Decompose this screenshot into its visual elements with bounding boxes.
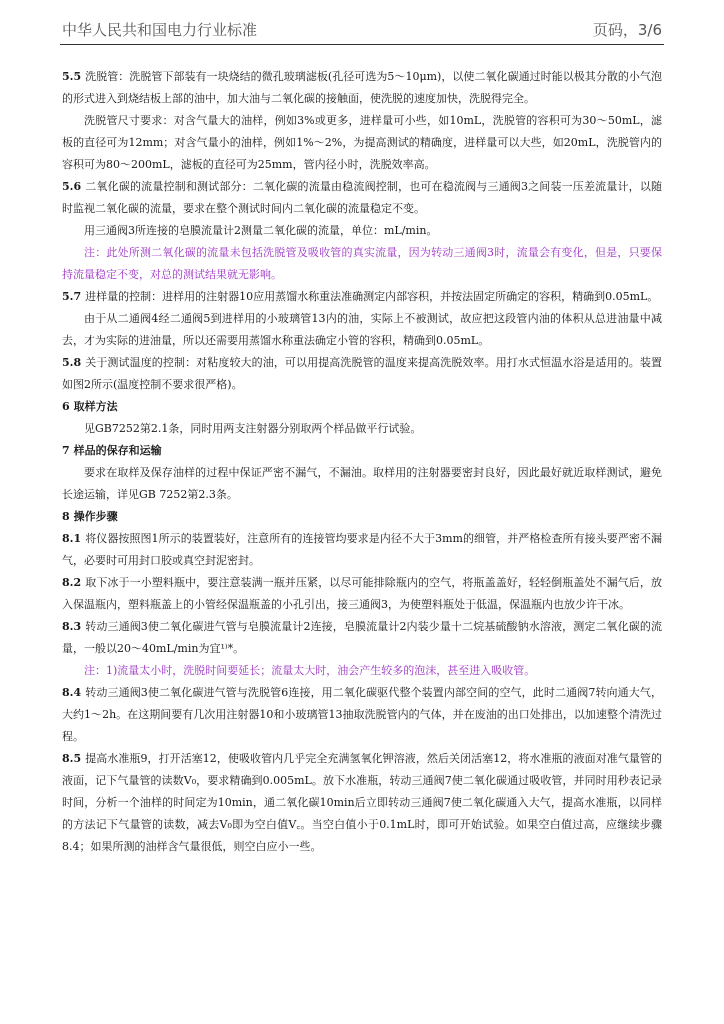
paragraph-text: 用三通阀3所连接的皂膜流量计2测量二氧化碳的流量，单位：mL/min。 bbox=[84, 224, 438, 237]
paragraph bbox=[62, 418, 662, 440]
clause-number: 6 bbox=[62, 400, 70, 413]
paragraph-text: 将仪器按照图1所示的装置装好，注意所有的连接管均要求是内径不大于3mm的细管，并严格检查所有接头要严密不漏气，必要时可用封口胶或真空封泥密封。 bbox=[62, 532, 662, 567]
clause-number: 8.4 bbox=[62, 686, 82, 699]
paragraph-text: 见GB7252第2.1条，同时用两支注射器分别取两个样品做平行试验。 bbox=[84, 422, 422, 435]
paragraph bbox=[62, 748, 662, 858]
paragraph bbox=[62, 352, 662, 396]
paragraph-text: 二氧化碳的流量控制和测试部分：二氧化碳的流量由稳流阀控制，也可在稳流阀与三通阀3之间装一压差流量计，以随时监视二氧化碳的流量，要求在整个测试时间内二氧化碳的流量稳定不变。 bbox=[62, 180, 662, 215]
page-number: 页码，3/6 bbox=[592, 20, 662, 39]
paragraph-text: 提高水准瓶9，打开活塞12，使吸收管内几乎完全充满氢氧化钾溶液，然后关闭活塞12，将水准瓶的液面对准气量管的液面，记下气量管的读数V₀，要求精确到0.005mL。放下水准瓶，转动三通阀7使二氧化碳通过吸收管，并同时用秒表记录时间，分析一个油样的时间定为10min，通二氧化碳10min后立即转动三通阀7使二氧化碳通入大气，提高水准瓶，以同样的方法记下气量管的读数，减去V₀即为空白值V꜀。当空白值小于0.1mL时，即可开始试验。如果空白值过高，应继续步骤8.4；如果所测的油样含气量很低，则空白应小一些。 bbox=[62, 752, 662, 853]
paragraph-text: 由于从二通阀4经二通阀5到进样用的小玻璃管13内的油，实际上不被测试，故应把这段管内油的体积从总进油量中减去，才为实际的进油量，所以还需要用蒸馏水称重法确定小管的容积，精确到0.05mL。 bbox=[62, 312, 662, 347]
paragraph bbox=[62, 528, 662, 572]
clause-number: 5.6 bbox=[62, 180, 82, 193]
paragraph-text: 转动三通阀3使二氧化碳进气管与洗脱管6连接，用二氧化碳驱代整个装置内部空间的空气，此时二通阀7转向通大气，大约1～2h。在这期间要有几次用注射器10和小玻璃管13抽取洗脱管内的气体，并在废油的出口处排出，以加速整个清洗过程。 bbox=[62, 686, 662, 743]
clause-number: 5.8 bbox=[62, 356, 82, 369]
paragraph-text: 操作步骤 bbox=[73, 510, 118, 523]
section-heading bbox=[62, 506, 662, 528]
clause-number: 8.3 bbox=[62, 620, 82, 633]
paragraph-text: 取下冰于一小塑料瓶中，要注意装满一瓶并压紧，以尽可能排除瓶内的空气，将瓶盖盖好，轻轻倒瓶盖处不漏气后，放入保温瓶内，塑料瓶盖上的小管经保温瓶盖的小孔引出，接三通阀3，为使塑料瓶处于低温，保温瓶内也放少许干冰。 bbox=[62, 576, 662, 611]
clause-number: 8.2 bbox=[62, 576, 82, 589]
note-paragraph bbox=[62, 660, 662, 682]
paragraph-text: 注：1)流量太小时，洗脱时间要延长；流量太大时，油会产生较多的泡沫，甚至进入吸收管。 bbox=[84, 664, 536, 677]
paragraph-text: 洗脱管：洗脱管下部装有一块烧结的微孔玻璃滤板(孔径可选为5～10μm)，以使二氧化碳通过时能以极其分散的小气泡的形式进入到烧结板上部的油中，加大油与二氧化碳的接触面，使洗脱的速度加快，洗脱得完全。 bbox=[62, 70, 662, 105]
paragraph-text: 注：此处所测二氧化碳的流量未包括洗脱管及吸收管的真实流量，因为转动三通阀3时，流量会有变化，但是，只要保持流量稳定不变，对总的测试结果就无影响。 bbox=[62, 246, 662, 281]
paragraph-text: 洗脱管尺寸要求：对含气量大的油样，例如3%或更多，进样量可小些，如10mL，洗脱管的容积可为30～50mL，滤板的直径可为12mm；对含气量小的油样，例如1%～2%，为提高测试的精确度，进样量可以大些，如20mL，洗脱管内的容积可为80～200mL，滤板的直径可为25mm，管内径小时，洗脱效率高。 bbox=[62, 114, 662, 171]
standard-title: 中华人民共和国电力行业标准 bbox=[62, 20, 258, 39]
clause-number: 8.1 bbox=[62, 532, 82, 545]
clause-number: 8 bbox=[62, 510, 70, 523]
note-paragraph bbox=[62, 242, 662, 286]
paragraph bbox=[62, 286, 662, 308]
header-rule bbox=[60, 44, 664, 45]
clause-number: 5.5 bbox=[62, 70, 82, 83]
paragraph bbox=[62, 308, 662, 352]
document-body bbox=[62, 66, 662, 858]
paragraph bbox=[62, 66, 662, 110]
paragraph bbox=[62, 572, 662, 616]
paragraph bbox=[62, 110, 662, 176]
paragraph bbox=[62, 462, 662, 506]
page-header bbox=[62, 18, 662, 40]
paragraph bbox=[62, 176, 662, 220]
paragraph-text: 样品的保存和运输 bbox=[73, 444, 162, 457]
clause-number: 5.7 bbox=[62, 290, 82, 303]
paragraph-text: 要求在取样及保存油样的过程中保证严密不漏气，不漏油。取样用的注射器要密封良好，因此最好就近取样测试，避免长途运输，详见GB 7252第2.3条。 bbox=[62, 466, 662, 501]
paragraph bbox=[62, 682, 662, 748]
paragraph-text: 取样方法 bbox=[73, 400, 118, 413]
section-heading bbox=[62, 440, 662, 462]
paragraph-text: 转动三通阀3使二氧化碳进气管与皂膜流量计2连接，皂膜流量计2内装少量十二烷基硫酸钠水溶液，测定二氧化碳的流量，一般以20～40mL/min为宜¹⁾*。 bbox=[62, 620, 662, 655]
paragraph bbox=[62, 616, 662, 660]
paragraph bbox=[62, 220, 662, 242]
section-heading bbox=[62, 396, 662, 418]
paragraph-text: 关于测试温度的控制：对粘度较大的油，可以用提高洗脱管的温度来提高洗脱效率。用打水式恒温水浴是适用的。装置如图2所示(温度控制不要求很严格)。 bbox=[62, 356, 662, 391]
paragraph-text: 进样量的控制：进样用的注射器10应用蒸馏水称重法准确测定内部容积，并按法固定所确定的容积，精确到0.05mL。 bbox=[85, 290, 659, 303]
clause-number: 8.5 bbox=[62, 752, 82, 765]
clause-number: 7 bbox=[62, 444, 70, 457]
